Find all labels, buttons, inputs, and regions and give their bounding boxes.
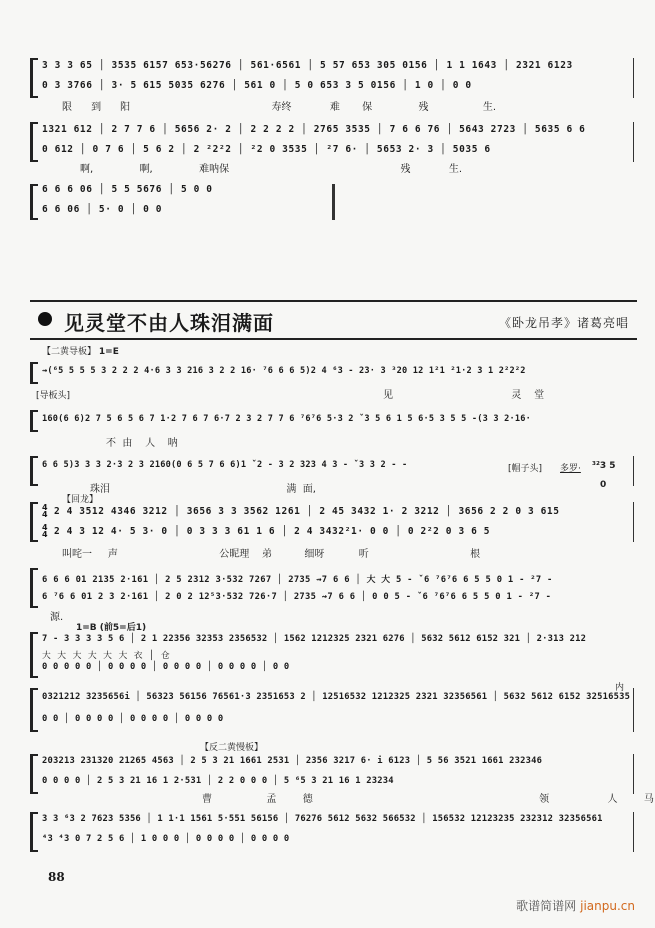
end-barline — [633, 502, 634, 542]
lower-staff: 6 6 06 │ 5· 0 │ 0 0 — [42, 204, 163, 215]
end-barline — [633, 456, 634, 486]
system-bracket — [30, 122, 38, 162]
score-system-12 — [30, 812, 635, 852]
song-source: 《卧龙吊孝》诸葛亮唱 — [498, 316, 629, 330]
page-number: 88 — [48, 870, 65, 884]
system-bracket — [30, 502, 38, 542]
score-system-7 — [30, 502, 635, 542]
marker-nei: 内 — [615, 683, 625, 693]
time-signature: 4 4 — [42, 503, 48, 519]
end-barline — [633, 812, 634, 852]
lyric-line: 珠泪 满 面, — [90, 484, 316, 495]
score-system-11 — [30, 754, 635, 794]
bullet-icon — [38, 312, 52, 326]
end-barline — [633, 688, 634, 732]
system-bracket — [30, 410, 38, 432]
lower-staff: 6 ⁷6 6 01 2 3 2·161 │ 2 0 2 12⁵3·532 726·7 │ 2735 ⇝7 6 6 │ 0 0 5 - ˇ6 ⁷6⁷6 6 5 5 0 1 - ²7 - — [42, 592, 552, 602]
score-system-4 — [30, 362, 635, 384]
score-system-10 — [30, 683, 635, 732]
tempo-label: 【二黄导板】 1=E — [42, 347, 119, 357]
upper-staff: 2 4 3512 4346 3212 │ 3656 3 3 3562 1261 │ 2 45 3432 1· 2 3212 │ 3656 2 2 0 3 615 — [54, 506, 560, 517]
lower-staff: ⁴3 ⁴3 0 7 2 5 6 │ 1 0 0 0 │ 0 0 0 0 │ 0 0 0 0 — [42, 834, 290, 844]
upper-staff: 6 6 6 01 2135 2·161 │ 2 5 2312 3·532 7267 │ 2735 ⇝7 6 6 │ 大 大 5 - ˇ6 ⁷6⁷6 6 5 5 0 1 - ²7 - — [42, 575, 553, 585]
system-bracket — [30, 812, 38, 852]
lyric-line: 不 由 人 呐 — [106, 438, 178, 449]
percussion-syllables: 大 大 大 大 大 大 衣 │ 仓 — [42, 651, 171, 661]
upper-staff: ⇝(⁶5 5 5 5 3 2 2 2 4·6 3 3 216 3 2 2 16· ⁷6 6 6 5)2 4 ⁶3 - 23· 3 ³20 12 1²1 ²1·2 3 1 2²2²2 — [42, 366, 526, 376]
end-barline — [633, 754, 634, 794]
upper-staff: 160(6 6)2 7 5 6 5 6 7 1·2 7 6 7 6·7 2 3 2 7 7 6 ⁷6⁷6 5·3 2 ˇ3 5 6 1 5 6·5 3 5 5 -(3 3 2·16· — [42, 414, 532, 424]
system-bracket — [30, 568, 38, 608]
gong-pattern: 多罗· — [560, 464, 581, 474]
lyric-line: 限 到 阳 寿终 难 保 残 生. — [62, 102, 497, 113]
system-bracket — [30, 184, 38, 220]
upper-staff: 203213 231320 21265 4563 │ 2 5 3 21 1661 2531 │ 2356 3217 6· i 6123 │ 5 56 3521 1661 232346 — [42, 756, 543, 766]
lyric-line: 源. — [50, 612, 64, 623]
lower-staff: 0 612 │ 0 7 6 │ 5 6 2 │ 2 ²2²2 │ ²2 0 3535 │ ²7 6· │ 5653 2· 3 │ 5035 6 — [42, 144, 491, 155]
upper-staff: 6 6 5)3 3 3 2·3 2 3 2160(0 6 5 7 6 6)1 ˇ2 - 3 2 323 4 3 - ˇ3 3 2 - - — [42, 460, 408, 470]
song-title: 见灵堂不由人珠泪满面 — [64, 311, 274, 335]
score-system-3 — [30, 184, 635, 220]
system-bracket — [30, 754, 38, 794]
score-system-1 — [30, 58, 635, 98]
gong-end-notes: ³²3 5 — [592, 461, 616, 471]
lower-staff: 0 0 │ 0 0 0 0 │ 0 0 0 0 │ 0 0 0 0 — [42, 714, 224, 724]
section-label-huilong: 【回龙】 — [62, 495, 99, 505]
lower-staff: 0 3 3766 │ 3· 5 615 5035 6276 │ 561 0 │ 5 0 653 3 5 0156 │ 1 0 │ 0 0 — [42, 80, 472, 91]
lower-staff: 2 4 3 12 4· 5 3· 0 │ 0 3 3 3 61 1 6 │ 2 4 3432²1· 0 0 │ 0 2²2 0 3 6 5 — [54, 526, 491, 537]
system-bracket — [30, 362, 38, 384]
system-bracket — [30, 688, 38, 732]
lyric-line: 见 灵 堂 — [383, 390, 545, 401]
section-marker: [导板头] — [36, 391, 71, 401]
system-bracket — [30, 58, 38, 98]
score-system-5 — [30, 410, 635, 432]
lyric-line: 曹 孟 德 领 人 马 — [202, 794, 654, 805]
time-signature: 4 4 — [42, 523, 48, 539]
upper-staff: 6 6 6 06 │ 5 5 5676 │ 5 0 0 — [42, 184, 213, 195]
end-barline — [633, 58, 634, 98]
upper-staff: 0321212 3235656i │ 56323 56156 76561·3 2351653 2 │ 12516532 1212325 2321 32356561 │ 5632 5612 6152 32516535 — [42, 692, 631, 702]
upper-staff: 3 3 ⁶3 2 7623 5356 │ 1 1·1 1561 5·551 56156 │ 76276 5612 5632 566532 │ 156532 12123235 232312 32356561 — [42, 814, 603, 824]
lyric-line: 叫咤一 声 公昵理 弟 细呀 听 根 — [62, 549, 481, 560]
key-change-label: 1=B (前5=后1) — [76, 623, 147, 633]
section-label-fan-erhuang: 【反二黄慢板】 — [200, 743, 264, 753]
lower-staff: 0 — [600, 480, 607, 490]
score-system-9 — [30, 632, 635, 678]
lower-staff: 0 0 0 0 │ 2 5 3 21 16 1 2·531 │ 2 2 0 0 0 │ 5 ⁶5 3 21 16 1 23234 — [42, 776, 394, 786]
system-bracket — [30, 456, 38, 486]
site-watermark: 歌谱简谱网 jianpu.cn — [516, 899, 635, 913]
end-barline — [633, 122, 634, 162]
system-bracket — [30, 632, 38, 678]
score-system-2 — [30, 122, 635, 162]
lower-staff: 0 0 0 0 0 │ 0 0 0 0 │ 0 0 0 0 │ 0 0 0 0 │ 0 0 — [42, 662, 290, 672]
lyric-line: 啊, 啊, 难呐保 残 生. — [80, 164, 463, 175]
score-system-8 — [30, 568, 635, 608]
song-header — [30, 300, 637, 340]
upper-staff: 3 3 3 65 │ 3535 6157 653·56276 │ 561·6561 │ 5 57 653 305 0156 │ 1 1 1643 │ 2321 6123 — [42, 60, 573, 71]
upper-staff: 7 - 3 3 3 3 5 6 │ 2 1 22356 32353 2356532 │ 1562 1212325 2321 6276 │ 5632 5612 6152 321 │ 2·313 212 — [42, 634, 587, 644]
upper-staff: 1321 612 │ 2 7 7 6 │ 5656 2· 2 │ 2 2 2 2 │ 2765 3535 │ 7 6 6 76 │ 5643 2723 │ 5635 6 6 — [42, 124, 586, 135]
section-marker: [帽子头] — [508, 464, 543, 474]
final-barline — [332, 184, 335, 220]
